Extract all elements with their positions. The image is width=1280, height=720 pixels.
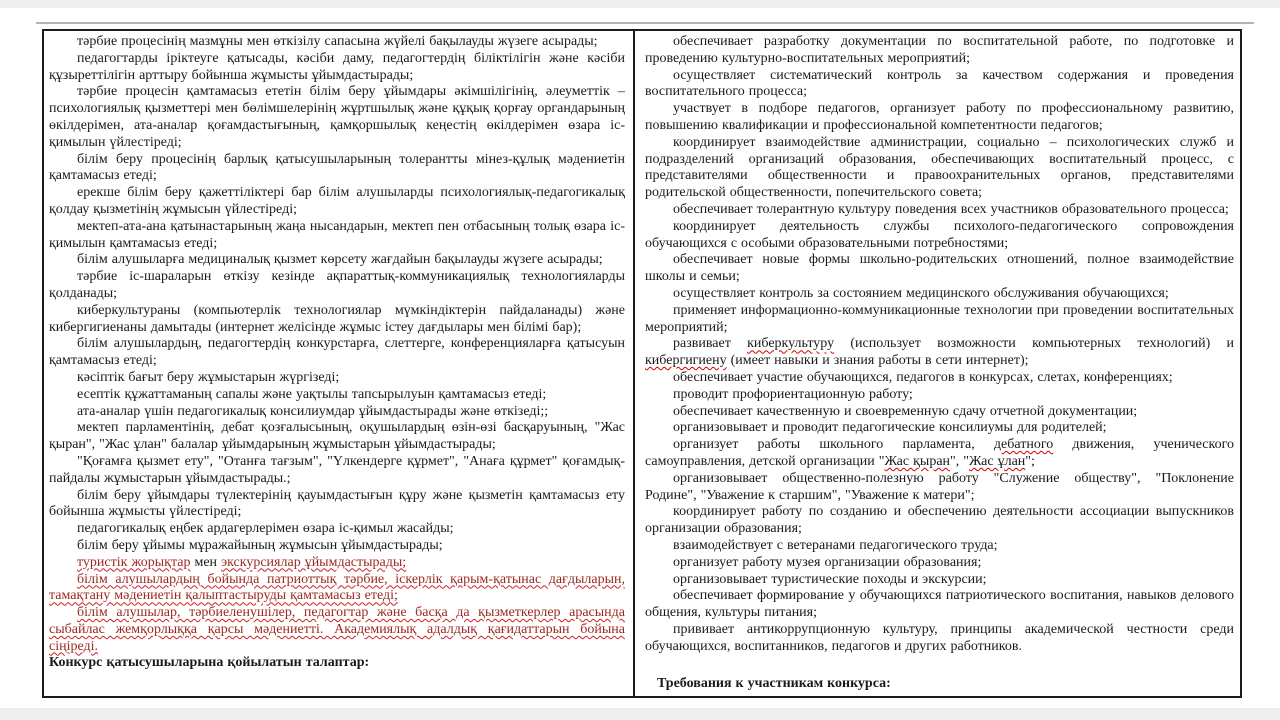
page-edge-band-top (0, 0, 1280, 8)
page-top-rule (36, 22, 1254, 24)
text-run: осуществляет систематический контроль за качеством содержания и проведения воспитательного процесса; (645, 67, 1234, 100)
page-edge-band-bottom (0, 708, 1280, 720)
paragraph (645, 471, 1234, 505)
paragraph (645, 387, 1234, 404)
paragraph (49, 454, 625, 488)
paragraph (645, 370, 1234, 387)
paragraph (645, 336, 1234, 370)
text-run: білім беру ұйымы мұражайының жұмысын ұйымдастырады; (77, 537, 443, 553)
text-run: "; (1025, 453, 1035, 469)
paragraph (645, 437, 1234, 471)
text-run: (использует возможности компьютерных технологий) и (834, 336, 1234, 352)
paragraph (49, 420, 625, 454)
text-run: білім алушыларға медициналық қызмет көрсету жағдайын бақылауды жүзеге асырады; (77, 252, 603, 268)
text-run: организовывает общественно-полезную работу "Служение обществу", "Поклонение Родине", "Уважение к старшим", "Уважение к матери"; (645, 470, 1234, 503)
text-run: педагогикалық еңбек ардагерлерімен өзара іс-қимыл жасайды; (77, 521, 454, 537)
text-run: обеспечивает разработку документации по воспитательной работе, по подготовке и проведению культурно-воспитательных мероприятий; (645, 34, 1234, 66)
text-run: движения, ученического самоуправления, детской организации " (645, 437, 1234, 469)
paragraph (49, 605, 625, 655)
text-run: обеспечивает качественную и своевременную сдачу отчетной документации; (673, 403, 1138, 419)
paragraph (645, 252, 1234, 286)
text-run: киберкультураны (компьютерлік технологиялар мүмкіндіктерін пайдаланады) және кибергигиенаны дамытады (интернет желісінде жұмыс істеу дағдылары мен білімі бар); (49, 302, 625, 335)
paragraph (645, 68, 1234, 102)
text-run: применяет информационно-коммуникационные технологии при проведении воспитательных мероприятий; (645, 302, 1234, 335)
kazakh-text-cell (44, 31, 635, 696)
paragraph (49, 521, 625, 538)
flagged-word: Жас ұлан (968, 453, 1026, 469)
paragraph (49, 404, 625, 421)
section-heading (49, 655, 625, 672)
text-run: мектеп парламентінің, дебат қозғалысының, оқушылардың өзін-өзі басқаруының, "Жас қыран", "Жас ұлан" балалар ұйымдарының жұмыстарын ұйымдастырады; (49, 420, 625, 453)
paragraph (49, 34, 625, 51)
text-run: обеспечивает новые формы школьно-родительских отношений, полное взаимодействие школы и семьи; (645, 252, 1234, 285)
paragraph (49, 185, 625, 219)
paragraph (49, 572, 625, 606)
text-run: ата-аналар үшін педагогикалық консилиумдар ұйымдастырады және өткізеді;; (77, 403, 549, 419)
flagged-word: экскурсиялар ұйымдастырады; (221, 554, 407, 570)
paragraph (49, 387, 625, 404)
flagged-word: туристік жорықтар (77, 554, 191, 570)
text-run: проводит профориентационную работу; (673, 386, 913, 402)
text-run: ерекше білім беру қажеттіліктері бар білім алушыларды психологиялық-педагогикалық қолдау қызметінің жұмысын үйлестіреді; (49, 185, 625, 217)
text-run: тәрбие процесін қамтамасыз ететін білім беру ұйымдары әкімшілігінің, әлеуметтік – психологиялық қызметтері мен бөлімшелерінің жұртшылық және құқық қорғау органдарының өкілдерімен, ата-аналар қоғамдастығының, қамқоршылық кеңестің өкілдерімен өзара іс-қимылын үйлестіреді; (49, 84, 625, 150)
paragraph (49, 84, 625, 151)
paragraph (645, 504, 1234, 538)
text-run: организовывает туристические походы и экскурсии; (673, 571, 987, 587)
section-heading (645, 676, 1234, 693)
paragraph (49, 336, 625, 370)
text-run: есептік құжаттаманың сапалы және уақтылы тапсырылуын қамтамасыз етеді; (77, 386, 547, 402)
text-run: ", " (950, 453, 969, 469)
paragraph (645, 538, 1234, 555)
paragraph (49, 555, 625, 572)
paragraph (645, 588, 1234, 622)
paragraph (645, 34, 1234, 68)
text-run: тәрбие процесінің мазмұны мен өткізілу сапасына жүйелі бақылауды жүзеге асырады; (77, 34, 598, 49)
text-run: білім беру ұйымдары түлектерінің қауымдастығын құру және қызметін қамтамасыз ету бойынша жұмысты үйлестіреді; (49, 487, 625, 520)
flagged-word: Жас қыран (884, 453, 951, 469)
paragraph (645, 303, 1234, 337)
text-run: прививает антикоррупционную культуру, принципы академической честности среди обучающихся, воспитанников, педагогов и других работников. (645, 621, 1234, 654)
text-run: кәсіптік бағыт беру жұмыстарын жүргізеді; (77, 369, 340, 385)
paragraph (645, 202, 1234, 219)
paragraph (645, 622, 1234, 656)
paragraph (645, 219, 1234, 253)
text-run: білім беру процесінің барлық қатысушыларының толерантты мінез-құлық мәдениетін қамтамасыз етеді; (49, 151, 625, 184)
flagged-word: дебатного (993, 437, 1054, 453)
paragraph (645, 101, 1234, 135)
text-run: организует работы школьного парламента, (673, 437, 994, 453)
flagged-word: кибергигиену (645, 353, 727, 369)
paragraph (645, 572, 1234, 589)
text-run: координирует деятельность службы психолого-педагогического сопровождения обучающихся с особыми образовательными потребностями; (645, 218, 1234, 251)
paragraph (645, 420, 1234, 437)
document-table (42, 29, 1242, 698)
paragraph (645, 555, 1234, 572)
text-run: Требования к участникам конкурса: (657, 676, 891, 692)
text-run: білім алушылардың, педагогтердің конкурстарға, слеттерге, конференцияларға қатысуын қамтамасыз етеді; (49, 336, 625, 369)
paragraph (49, 269, 625, 303)
text-run: обеспечивает толерантную культуру поведения всех участников образовательного процесса; (673, 201, 1229, 217)
text-run: координирует работу по созданию и обеспечению деятельности ассоциации выпускников организации образования; (645, 504, 1234, 537)
text-run: организует работу музея организации образования; (673, 554, 982, 570)
paragraph (49, 219, 625, 253)
paragraph (645, 404, 1234, 421)
text-run: Конкурс қатысушыларына қойылатын талаптар: (49, 655, 370, 671)
text-run: организовывает и проводит педагогические консилиумы для родителей; (673, 420, 1107, 436)
text-run: "Қоғамға қызмет ету", "Отанға тағзым", "Үлкендерге құрмет", "Анаға құрмет" қоғамдық-пайдалы жұмыстарын ұйымдастырады.; (49, 453, 625, 486)
text-run: участвует в подборе педагогов, организует работу по профессиональному развитию, повышению квалификации и профессиональной компетентности педагогов; (645, 101, 1234, 133)
text-run: (имеет навыки и знания работы в сети интернет); (726, 353, 1029, 369)
flagged-word: білім алушылар, тәрбиеленушілер, педагогтар және басқа да қызметкерлер арасында сыбайлас жемқорлыққа қарсы мәдениетті. Академиялық адалдық қағидаттарын бойына сіңіреді. (49, 605, 625, 654)
text-run: взаимодействует с ветеранами педагогического труда; (673, 537, 998, 553)
text-run: обеспечивает формирование у обучающихся патриотического воспитания, навыков делового общения, культуры питания; (645, 588, 1234, 621)
paragraph (49, 51, 625, 85)
text-run: педагогтарды іріктеуге қатысады, кәсіби даму, педагогтердің біліктілігін және кәсіби құзыреттілігін арттыру бойынша жұмысты ұйымдастырады; (49, 50, 625, 83)
text-run: мен (190, 554, 222, 570)
text-run: обеспечивает участие обучающихся, педагогов в конкурсах, слетах, конференциях; (673, 369, 1173, 385)
text-run: координирует взаимодействие администрации, социально – психологических служб и подразделений организаций образования, обеспечивающих воспитательный процесс, с представителями общественности и правоохранительных органов, представителями родительской общественности, попечительского совета; (645, 134, 1234, 201)
flagged-word: киберкультуру (747, 336, 835, 352)
paragraph (49, 488, 625, 522)
paragraph (645, 286, 1234, 303)
flagged-word: білім алушылардың бойында патриоттық тәрбие, іскерлік қарым-қатынас дағдыларын, тамақтану мәдениетін қалыптастыруды қамтамасыз етеді; (49, 571, 625, 604)
paragraph (49, 152, 625, 186)
paragraph (49, 303, 625, 337)
paragraph (49, 370, 625, 387)
paragraph (645, 135, 1234, 202)
text-run: развивает (673, 336, 748, 352)
russian-text-cell (635, 31, 1240, 696)
text-run: мектеп-ата-ана қатынастарының жаңа нысандарын, мектеп пен отбасының толық өзара іс-қимылын қамтамасыз етеді; (49, 218, 625, 251)
text-run: тәрбие іс-шараларын өткізу кезінде ақпараттық-коммуникациялық технологияларды қолданады; (49, 269, 625, 301)
paragraph (49, 252, 625, 269)
text-run: осуществляет контроль за состоянием медицинского обслуживания обучающихся; (673, 285, 1169, 301)
paragraph (49, 538, 625, 555)
